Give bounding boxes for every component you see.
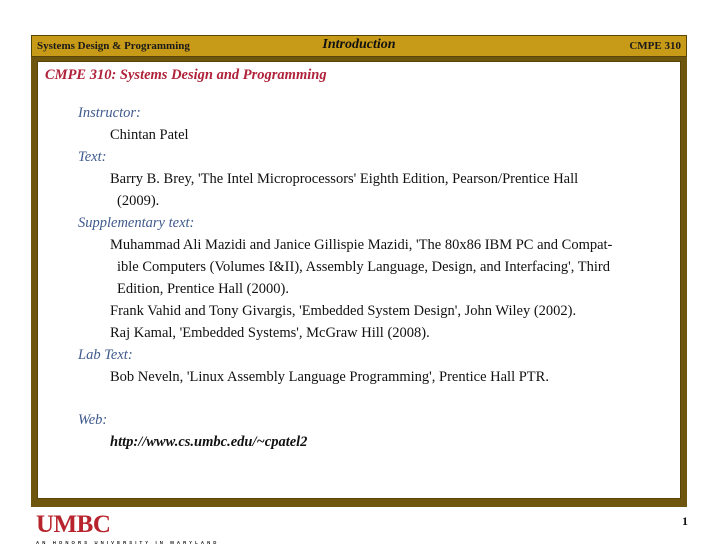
text-line: Barry B. Brey, 'The Intel Microprocessors' Eighth Edition, Pearson/Prentice Hall [110, 171, 579, 187]
lab-text-label: Lab Text: [78, 347, 133, 363]
supplementary-line: ible Computers (Volumes I&II), Assembly Language, Design, and Interfacing', Third [117, 259, 610, 275]
web-url-link[interactable]: http://www.cs.umbc.edu/~cpatel2 [110, 434, 308, 450]
umbc-logo-tagline: AN HONORS UNIVERSITY IN MARYLAND [36, 540, 220, 545]
header-course-name: Systems Design & Programming [37, 40, 190, 52]
text-line: (2009). [117, 193, 160, 209]
header-slide-title: Introduction [322, 37, 396, 52]
supplementary-line: Edition, Prentice Hall (2000). [117, 281, 289, 297]
text-label: Text: [78, 149, 107, 165]
supplementary-line: Raj Kamal, 'Embedded Systems', McGraw Hill (2008). [110, 325, 430, 341]
slide-header [31, 35, 687, 57]
page-number: 1 [682, 514, 688, 528]
umbc-logo [36, 512, 219, 545]
instructor-label: Instructor: [78, 105, 141, 121]
course-title: CMPE 310: Systems Design and Programming [45, 67, 327, 83]
header-course-code: CMPE 310 [629, 40, 681, 52]
instructor-name: Chintan Patel [110, 127, 189, 143]
supplementary-line: Muhammad Ali Mazidi and Janice Gillispie Mazidi, 'The 80x86 IBM PC and Compat- [110, 237, 613, 253]
supplementary-line: Frank Vahid and Tony Givargis, 'Embedded System Design', John Wiley (2002). [110, 303, 577, 319]
web-label: Web: [78, 412, 108, 428]
supplementary-label: Supplementary text: [78, 215, 195, 231]
lab-text-line: Bob Neveln, 'Linux Assembly Language Programming', Prentice Hall PTR. [110, 369, 549, 385]
umbc-logo-wordmark: UMBC [36, 511, 111, 538]
slide-content [37, 61, 681, 499]
